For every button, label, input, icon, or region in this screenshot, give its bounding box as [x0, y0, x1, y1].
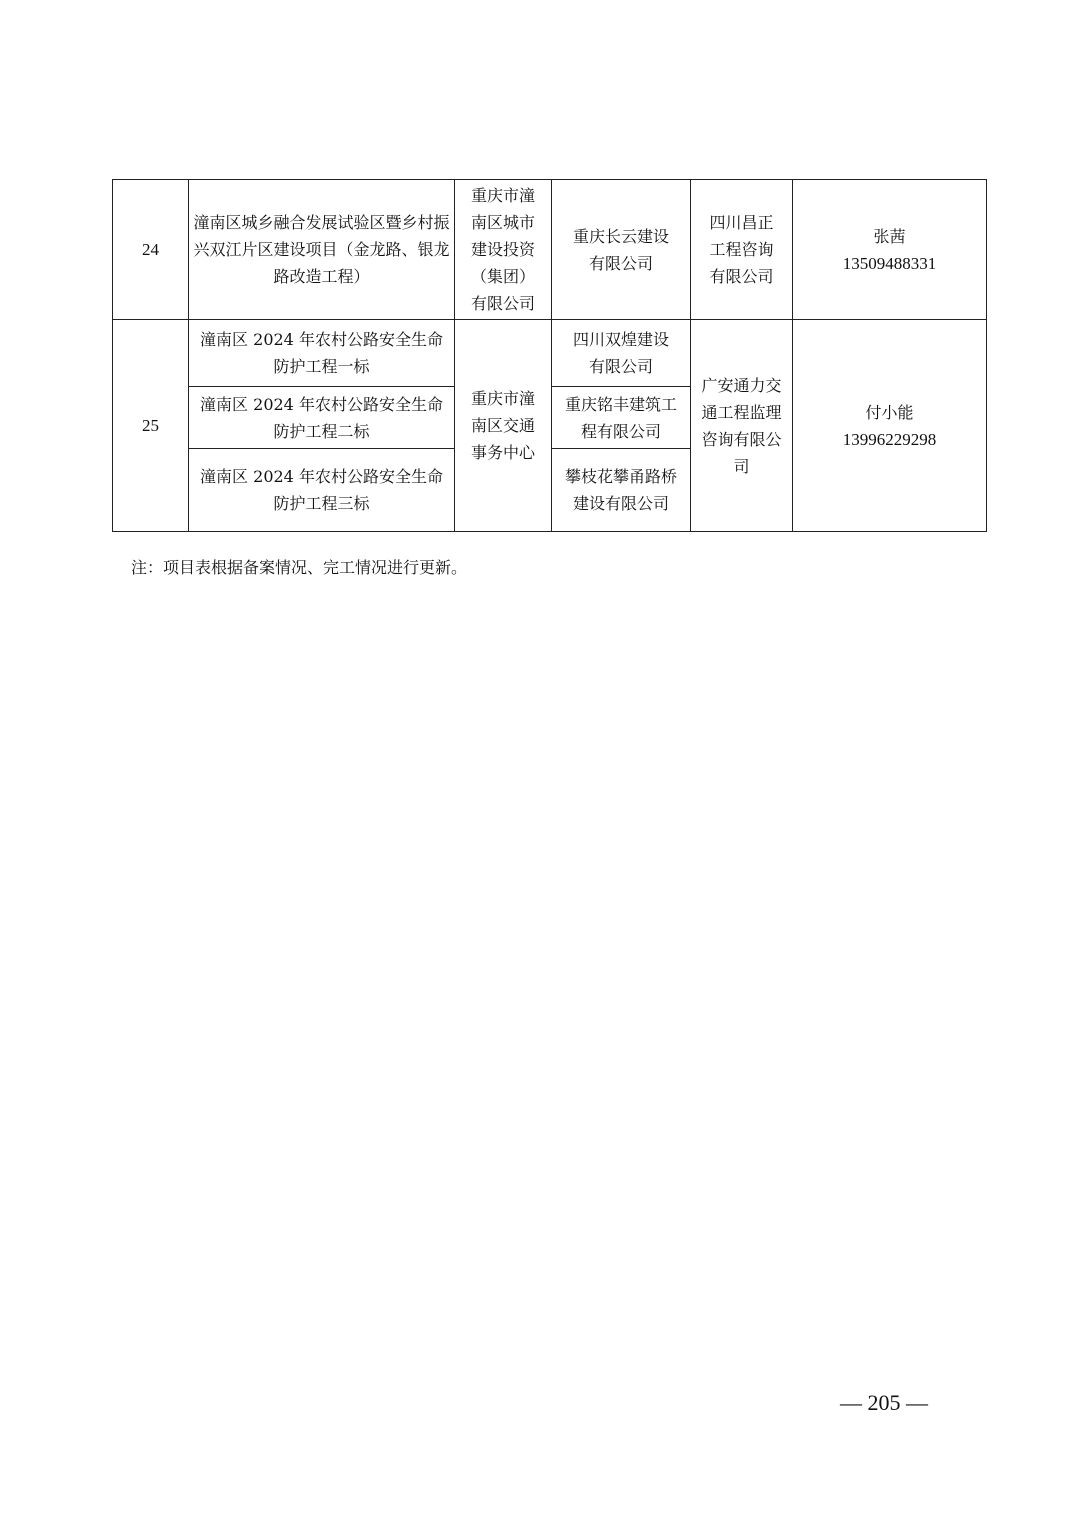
table-note: 注：项目表根据备案情况、完工情况进行更新。 [131, 558, 468, 577]
table-row [113, 180, 987, 320]
contact-name: 张茜 [873, 226, 906, 246]
project-name-cell: 潼南区 2024 年农村公路安全生命防护工程三标 [189, 449, 455, 532]
contractor-cell: 攀枝花攀甬路桥建设有限公司 [552, 449, 691, 532]
owner-cell: 重庆市潼南区交通事务中心 [455, 320, 552, 532]
contact-phone: 13996229298 [842, 429, 937, 449]
project-name-cell: 潼南区 2024 年农村公路安全生命防护工程二标 [189, 387, 455, 449]
contractor-cell: 重庆铭丰建筑工程有限公司 [552, 387, 691, 449]
supervisor-cell: 广安通力交通工程监理咨询有限公司 [691, 320, 793, 532]
project-table [112, 179, 987, 532]
page-number: — 205 — [840, 1390, 928, 1415]
owner-cell: 重庆市潼南区城市建设投资（集团）有限公司 [455, 180, 552, 320]
contractor-cell: 四川双煌建设有限公司 [552, 320, 691, 387]
contact-name: 付小能 [865, 402, 914, 422]
row-index-cell [113, 320, 189, 532]
row-index: 24 [142, 240, 159, 259]
row-index-cell [113, 180, 189, 320]
contact-cell [793, 180, 987, 320]
contractor-cell: 重庆长云建设有限公司 [552, 180, 691, 320]
supervisor-cell: 四川昌正工程咨询有限公司 [691, 180, 793, 320]
project-name-cell: 潼南区城乡融合发展试验区暨乡村振兴双江片区建设项目（金龙路、银龙路改造工程） [189, 180, 455, 320]
contact-phone: 13509488331 [842, 253, 937, 273]
table-row [113, 320, 987, 387]
contact-cell [793, 320, 987, 532]
project-name-cell: 潼南区 2024 年农村公路安全生命防护工程一标 [189, 320, 455, 387]
row-index: 25 [142, 416, 159, 435]
